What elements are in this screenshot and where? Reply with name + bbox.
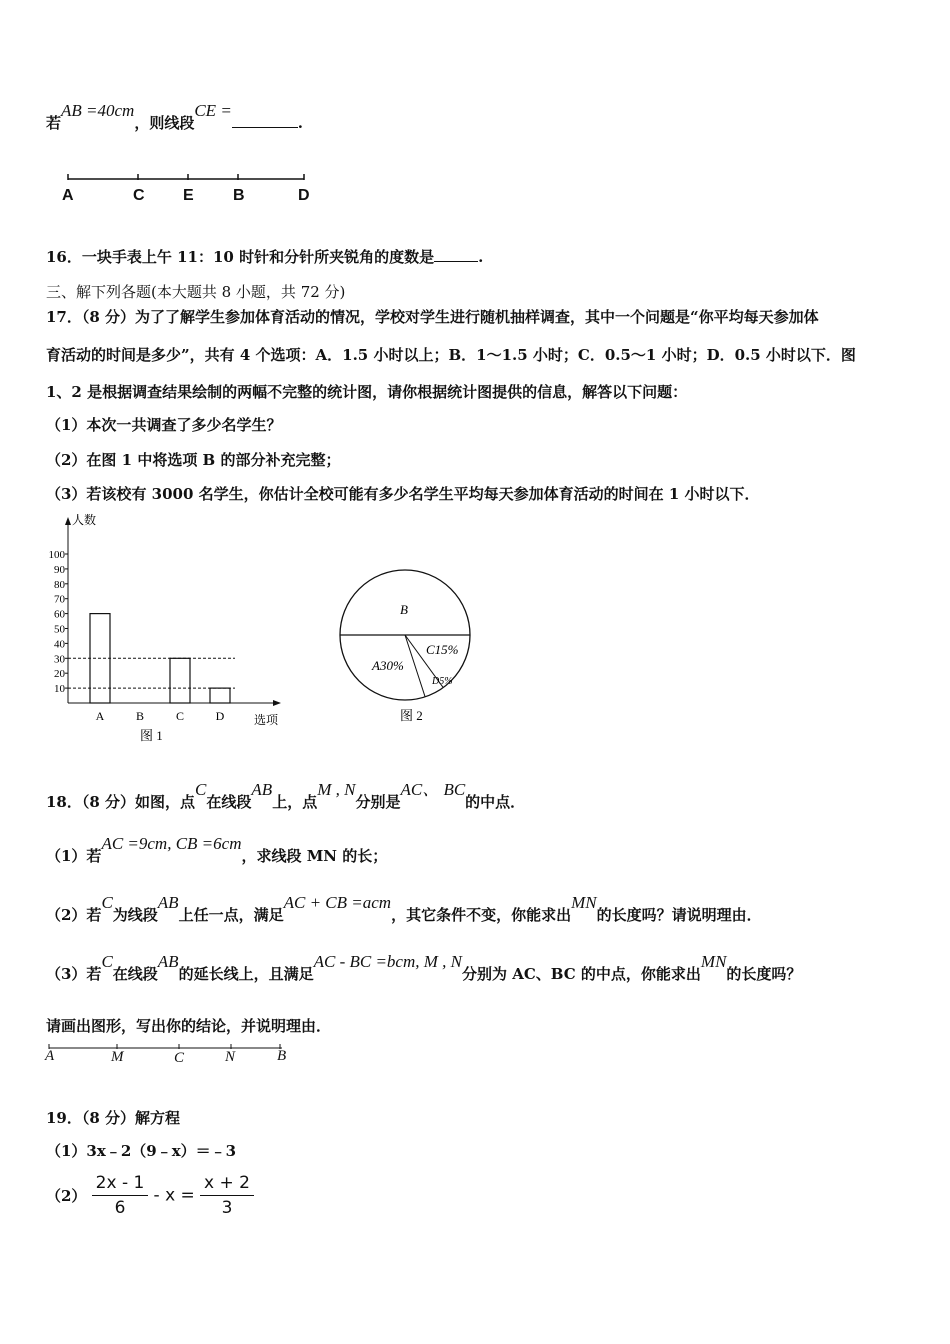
q18-part1 xyxy=(46,834,388,866)
q18-segment-line xyxy=(46,1042,286,1054)
q18-intro xyxy=(46,780,526,812)
y-tick-label: 30 xyxy=(54,653,65,666)
q16-question: 16．一块手表上午 11：10 时针和分针所夹锐角的度数是 xyxy=(46,248,435,266)
q18-point-b: B xyxy=(277,1048,287,1064)
q17-sub1: （1）本次一共调查了多少名学生？ xyxy=(46,416,282,434)
y-tick-label: 70 xyxy=(54,593,65,606)
point-label-d: D xyxy=(298,187,310,204)
q18-t2: 在线段 xyxy=(206,793,252,811)
q18-math-c: C xyxy=(195,780,207,799)
point-label-a: A xyxy=(62,187,74,204)
slice-label-d: D5% xyxy=(432,676,453,687)
q18-p2-b: 为线段 xyxy=(112,906,158,924)
y-tick-label: 20 xyxy=(54,668,65,681)
q18-point-a: A xyxy=(45,1048,55,1064)
q19-p2-label: （2） xyxy=(46,1187,87,1205)
fraction-left-numerator: 2x - 1 xyxy=(92,1173,149,1196)
slice-label-b: B xyxy=(400,602,408,617)
q18-t3: 上，点 xyxy=(272,793,318,811)
q17-sub2: （2）在图 1 中将选项 B 的部分补充完整； xyxy=(46,451,341,469)
q17-sub3: （3）若该校有 3000 名学生，你估计全校可能有多少名学生平均每天参加体育活动的时间在 1 小时以下． xyxy=(46,485,760,503)
q18-point-m: M xyxy=(111,1049,124,1065)
q16-period: . xyxy=(478,248,484,266)
q19-p2-mid: - x = xyxy=(153,1185,195,1206)
q18-t5: 的中点． xyxy=(465,793,526,811)
q16-text xyxy=(46,246,483,267)
q18-p3-a: （3）若 xyxy=(46,965,102,983)
section-title: 三、解下列各题(本大题共 8 小题，共 72 分) xyxy=(46,283,346,301)
q18-p3-math2: AB xyxy=(157,952,179,971)
y-tick-label: 100 xyxy=(48,549,65,561)
point-label-e: E xyxy=(183,187,194,204)
q18-p3-e: 的长度吗？ xyxy=(726,965,802,983)
q19-title: 19．（8 分）解方程 xyxy=(46,1109,181,1127)
fraction-left-denominator: 6 xyxy=(114,1198,126,1218)
q18-p3-d: 分别为 AC、BC 的中点，你能求出 xyxy=(462,965,701,983)
q17-line3: 1、2 是根据调查结果绘制的两幅不完整的统计图，请你根据统计图提供的信息，解答以下问题： xyxy=(46,383,688,401)
q18-p3-c: 的延长线上，且满足 xyxy=(178,965,314,983)
q18-p3-math1: C xyxy=(101,952,113,971)
q18-p2-math2: AB xyxy=(157,893,179,912)
q15-prefix: 若 xyxy=(46,114,62,132)
y-tick-label: 10 xyxy=(54,683,65,696)
y-axis-arrow xyxy=(65,517,71,525)
q18-p2-a: （2）若 xyxy=(46,906,102,924)
bar-chart-figure1 xyxy=(40,508,290,748)
q18-p2-c: 上任一点，满足 xyxy=(178,906,284,924)
q18-math-acbc: AC、 BC xyxy=(400,780,466,799)
q18-part3 xyxy=(46,952,802,984)
slice-label-a: A30% xyxy=(372,658,404,673)
q18-draw-instruction: 请画出图形，写出你的结论，并说明理由． xyxy=(46,1017,332,1035)
q18-p2-math4: MN xyxy=(571,893,597,912)
q18-math-ab: AB xyxy=(251,780,273,799)
q15-mid: ，则线段 xyxy=(134,114,195,132)
y-tick-label: 90 xyxy=(54,563,65,576)
q18-math-mn: M , N xyxy=(317,780,356,799)
q16-answer-blank xyxy=(434,247,478,262)
q18-point-n: N xyxy=(225,1049,236,1065)
q17-line2: 育活动的时间是多少”，共有 4 个选项：A．1.5 小时以上；B．1～1.5 小时；C．0.5～1 小时；D．0.5 小时以下．图 xyxy=(46,346,856,364)
fraction-right xyxy=(200,1173,254,1218)
x-tick-label: D xyxy=(215,709,225,723)
q18-p2-e: 的长度吗？请说明理由． xyxy=(596,906,762,924)
fraction-right-denominator: 3 xyxy=(221,1198,233,1218)
q18-p3-b: 在线段 xyxy=(112,965,158,983)
slice-a-d-boundary xyxy=(405,635,425,697)
y-tick-label: 40 xyxy=(54,638,65,651)
q15-period: . xyxy=(297,114,304,132)
q18-p2-math1: C xyxy=(101,893,113,912)
y-tick-label: 80 xyxy=(54,578,65,591)
pie-chart-figure2 xyxy=(330,560,480,730)
q18-p1-a: （1）若 xyxy=(46,847,102,865)
y-tick-label: 60 xyxy=(54,608,65,621)
q17-line1: 17．（8 分）为了了解学生参加体育活动的情况，学校对学生进行随机抽样调查，其中一个问题是“你平均每天参加体 xyxy=(46,308,819,326)
q18-t1: 18．（8 分）如图，点 xyxy=(46,793,196,811)
q15-math-ab: AB =40cm xyxy=(61,101,135,120)
point-label-b: B xyxy=(233,187,245,204)
q18-p1-math: AC =9cm, CB =6cm xyxy=(101,834,242,853)
q18-part2 xyxy=(46,893,762,925)
bar-d xyxy=(210,688,230,703)
q15-math-ce: CE = xyxy=(194,101,232,120)
q18-p3-math3: AC - BC =bcm, M , N xyxy=(313,952,462,971)
q18-t4: 分别是 xyxy=(355,793,401,811)
chart-title: 图 2 xyxy=(400,708,423,723)
chart-title: 图 1 xyxy=(140,728,163,743)
q15-answer-blank xyxy=(232,113,298,128)
y-axis-label: 人数 xyxy=(72,513,97,527)
slice-label-c: C15% xyxy=(426,642,459,657)
fraction-left xyxy=(92,1173,149,1218)
x-tick-label: C xyxy=(175,709,185,723)
x-tick-label: B xyxy=(135,709,145,723)
point-label-c: C xyxy=(133,187,145,204)
y-tick-label: 50 xyxy=(54,623,65,636)
bar-c xyxy=(170,658,190,703)
x-tick-label: A xyxy=(95,709,105,723)
q19-part1: （1）3x﹣2（9﹣x）＝﹣3 xyxy=(46,1142,237,1160)
x-axis-arrow xyxy=(273,700,281,706)
q18-p3-math4: MN xyxy=(700,952,727,971)
fraction-right-numerator: x + 2 xyxy=(200,1173,254,1196)
q18-point-c: C xyxy=(174,1050,185,1066)
q18-p2-math3: AC + CB =acm xyxy=(283,893,392,912)
q19-part2 xyxy=(46,1173,254,1218)
q18-p1-b: ，求线段 MN 的长； xyxy=(241,847,388,865)
q15-text xyxy=(46,101,304,133)
q18-p2-d: ，其它条件不变，你能求出 xyxy=(391,906,572,924)
x-axis-label: 选项 xyxy=(254,713,279,727)
